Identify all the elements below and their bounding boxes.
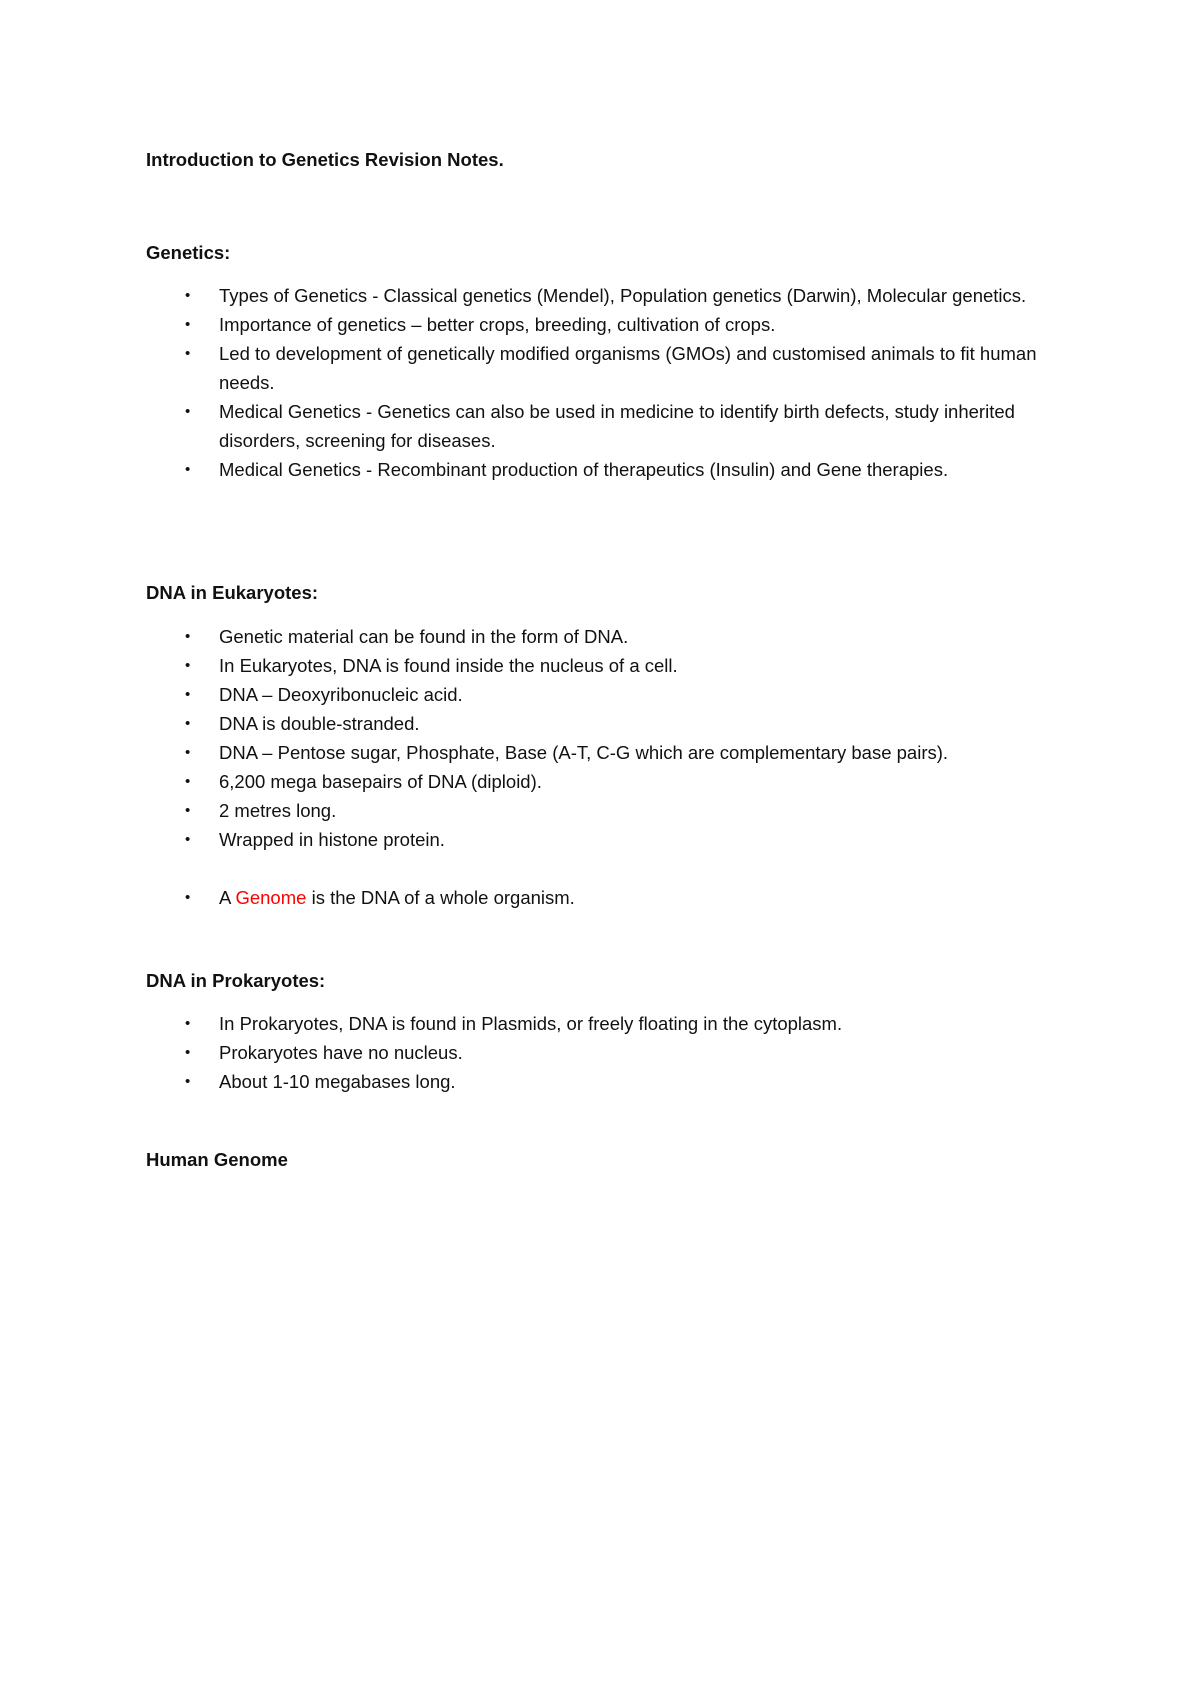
bullet-icon: •	[185, 715, 191, 732]
list-item-text: Importance of genetics – better crops, breeding, cultivation of crops.	[219, 314, 776, 335]
list-item-text: Prokaryotes have no nucleus.	[219, 1042, 463, 1063]
bullet-icon: •	[185, 773, 191, 790]
bullet-icon: •	[185, 1044, 191, 1061]
bullet-icon: •	[185, 657, 191, 674]
list-item	[146, 680, 1066, 709]
list-item	[146, 651, 1066, 680]
list-item	[146, 397, 1066, 455]
list-item	[146, 1067, 1066, 1096]
bullet-icon: •	[185, 889, 191, 906]
genome-highlight: Genome	[235, 887, 307, 908]
list-item	[146, 738, 1066, 767]
bullet-icon: •	[185, 403, 191, 420]
bullet-icon: •	[185, 345, 191, 362]
genetics-list	[146, 281, 1066, 484]
list-item	[146, 796, 1066, 825]
bullet-icon: •	[185, 831, 191, 848]
list-item	[146, 709, 1066, 738]
list-item-text: 6,200 mega basepairs of DNA (diploid).	[219, 771, 542, 792]
list-item-text: Wrapped in histone protein.	[219, 829, 445, 850]
list-spacer	[146, 854, 1066, 883]
list-item-text: Led to development of genetically modified organisms (GMOs) and customised animals to fit human needs.	[219, 343, 1037, 393]
bullet-icon: •	[185, 1073, 191, 1090]
list-item	[146, 281, 1066, 310]
bullet-icon: •	[185, 744, 191, 761]
list-item	[146, 310, 1066, 339]
list-item-text: Types of Genetics - Classical genetics (Mendel), Population genetics (Darwin), Molecular genetics.	[219, 285, 1027, 306]
list-item-text: Medical Genetics - Recombinant production of therapeutics (Insulin) and Gene therapies.	[219, 459, 949, 480]
eukaryotes-list	[146, 622, 1066, 912]
list-item	[146, 825, 1066, 854]
bullet-icon: •	[185, 287, 191, 304]
genome-list-item	[146, 883, 1066, 912]
genome-text-after: is the DNA of a whole organism.	[306, 887, 575, 908]
list-item	[146, 339, 1066, 397]
list-item-text: Medical Genetics - Genetics can also be used in medicine to identify birth defects, study inherited disorders, screening for diseases.	[219, 401, 1015, 451]
bullet-icon: •	[185, 1015, 191, 1032]
document-title: Introduction to Genetics Revision Notes.	[146, 149, 504, 170]
list-item-text: DNA – Pentose sugar, Phosphate, Base (A-T, C-G which are complementary base pairs).	[219, 742, 949, 763]
list-item-text: DNA – Deoxyribonucleic acid.	[219, 684, 463, 705]
list-item-text: In Eukaryotes, DNA is found inside the nucleus of a cell.	[219, 655, 678, 676]
prokaryotes-list	[146, 1009, 1066, 1096]
genome-text-before: A	[219, 887, 236, 908]
section-heading-prokaryotes: DNA in Prokaryotes:	[146, 970, 326, 991]
bullet-icon: •	[185, 686, 191, 703]
list-item-text: DNA is double-stranded.	[219, 713, 420, 734]
bullet-icon: •	[185, 628, 191, 645]
bullet-icon: •	[185, 316, 191, 333]
section-heading-genetics: Genetics:	[146, 242, 231, 263]
list-item	[146, 455, 1066, 484]
bullet-icon: •	[185, 461, 191, 478]
list-item	[146, 767, 1066, 796]
list-item	[146, 1038, 1066, 1067]
bullet-icon: •	[185, 802, 191, 819]
list-item-text: Genetic material can be found in the form of DNA.	[219, 626, 629, 647]
list-item	[146, 1009, 1066, 1038]
list-item-text: In Prokaryotes, DNA is found in Plasmids, or freely floating in the cytoplasm.	[219, 1013, 843, 1034]
list-item	[146, 622, 1066, 651]
list-item-text: 2 metres long.	[219, 800, 337, 821]
list-item-text: About 1-10 megabases long.	[219, 1071, 456, 1092]
section-heading-eukaryotes: DNA in Eukaryotes:	[146, 582, 319, 603]
section-heading-human-genome: Human Genome	[146, 1149, 288, 1170]
